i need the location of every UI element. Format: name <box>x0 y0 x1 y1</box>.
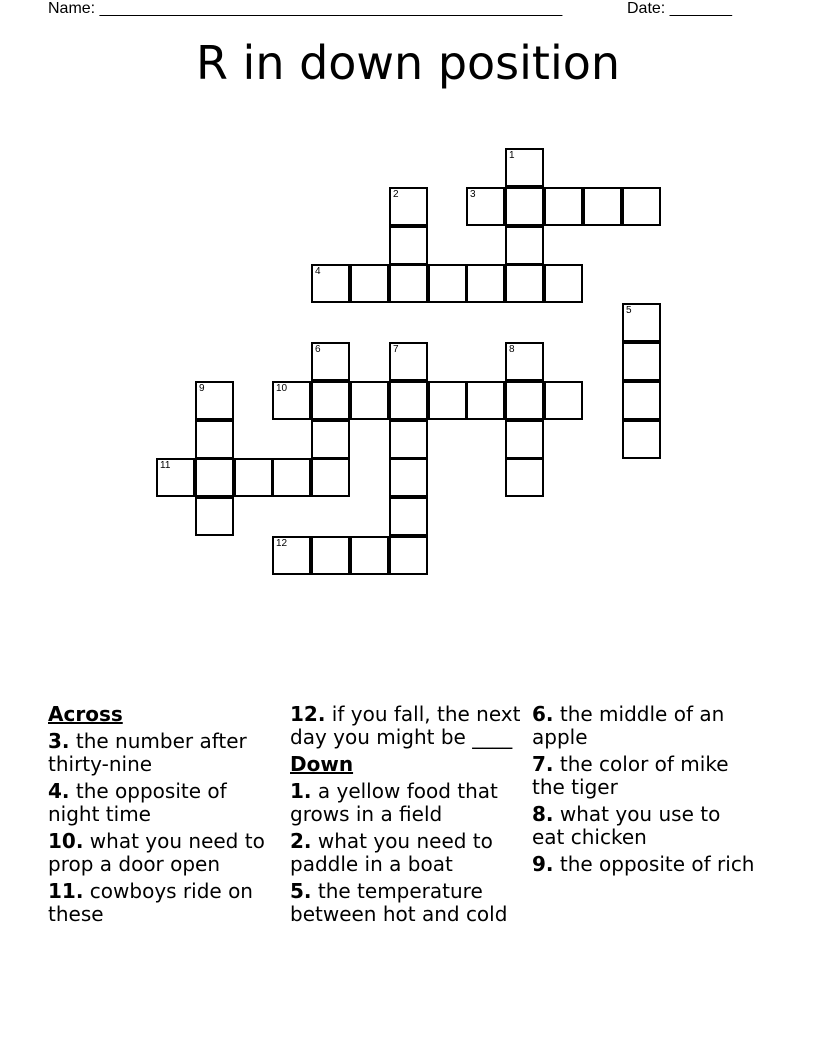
crossword-cell[interactable] <box>505 458 544 497</box>
crossword-cell[interactable] <box>428 264 467 303</box>
crossword-cell[interactable] <box>350 536 389 575</box>
crossword-cell[interactable] <box>311 381 350 420</box>
clue-number: 1. <box>290 779 312 803</box>
crossword-cell[interactable] <box>311 536 350 575</box>
crossword-cell[interactable] <box>622 187 661 226</box>
clue-down-7 <box>532 753 757 799</box>
clue-number-label: 1 <box>509 150 515 161</box>
clue-down-1 <box>290 780 525 826</box>
crossword-cell[interactable] <box>311 420 350 459</box>
crossword-cell[interactable] <box>389 187 428 226</box>
crossword-cell[interactable] <box>505 342 544 381</box>
crossword-cell[interactable] <box>156 458 195 497</box>
crossword-cell[interactable] <box>389 536 428 575</box>
page-title: R in down position <box>195 36 621 90</box>
crossword-cell[interactable] <box>505 226 544 265</box>
clue-number: 3. <box>48 729 70 753</box>
clue-number-label: 12 <box>276 538 288 549</box>
clue-across-3 <box>48 730 273 776</box>
crossword-cell[interactable] <box>389 381 428 420</box>
clue-across-10 <box>48 830 273 876</box>
crossword-cell[interactable] <box>389 420 428 459</box>
crossword-cell[interactable] <box>466 264 505 303</box>
clues-column-2 <box>290 703 525 930</box>
clue-text: what you need to prop a door open <box>48 829 265 876</box>
clue-down-9 <box>532 853 757 876</box>
crossword-cell[interactable] <box>505 264 544 303</box>
clue-number-label: 9 <box>199 383 205 394</box>
crossword-cell[interactable] <box>195 381 234 420</box>
crossword-cell[interactable] <box>234 458 273 497</box>
crossword-cell[interactable] <box>505 187 544 226</box>
clue-down-6 <box>532 703 757 749</box>
clue-number: 8. <box>532 802 554 826</box>
clue-text: cowboys ride on these <box>48 879 253 926</box>
clue-number-label: 4 <box>315 266 321 277</box>
clues-column-1 <box>48 703 273 930</box>
clue-text: a yellow food that grows in a field <box>290 779 498 826</box>
clue-number: 7. <box>532 752 554 776</box>
clue-text: the color of mike the tiger <box>532 752 729 799</box>
clue-number-label: 8 <box>509 344 515 355</box>
clue-number: 11. <box>48 879 84 903</box>
crossword-cell[interactable] <box>350 381 389 420</box>
clue-across-4 <box>48 780 273 826</box>
clue-down-5 <box>290 880 525 926</box>
crossword-cell[interactable] <box>544 264 583 303</box>
date-line[interactable]: Date: _______ <box>627 0 732 17</box>
crossword-cell[interactable] <box>272 458 311 497</box>
name-line[interactable]: Name: ____________________________________________________ <box>48 0 563 17</box>
clue-text: the opposite of rich <box>559 852 755 876</box>
clue-across-12 <box>290 703 525 749</box>
crossword-cell[interactable] <box>389 497 428 536</box>
clue-across-11 <box>48 880 273 926</box>
crossword-cell[interactable] <box>272 381 311 420</box>
crossword-cell[interactable] <box>505 420 544 459</box>
clue-text: what you need to paddle in a boat <box>290 829 493 876</box>
clue-down-8 <box>532 803 757 849</box>
clue-down-2 <box>290 830 525 876</box>
crossword-cell[interactable] <box>389 226 428 265</box>
crossword-cell[interactable] <box>622 420 661 459</box>
clue-number-label: 11 <box>160 460 171 471</box>
clue-number: 10. <box>48 829 84 853</box>
crossword-cell[interactable] <box>350 264 389 303</box>
clue-number-label: 7 <box>393 344 399 355</box>
clue-number-label: 3 <box>470 189 476 200</box>
crossword-cell[interactable] <box>505 381 544 420</box>
crossword-cell[interactable] <box>466 187 505 226</box>
clue-number: 6. <box>532 702 554 726</box>
down-heading: Down <box>290 752 354 776</box>
clue-text: the number after thirty-nine <box>48 729 247 776</box>
clue-number-label: 2 <box>393 189 399 200</box>
crossword-cell[interactable] <box>544 187 583 226</box>
clue-number: 4. <box>48 779 70 803</box>
crossword-cell[interactable] <box>466 381 505 420</box>
crossword-cell[interactable] <box>622 342 661 381</box>
crossword-cell[interactable] <box>311 342 350 381</box>
across-heading: Across <box>48 702 123 726</box>
clue-number-label: 6 <box>315 344 321 355</box>
crossword-cell[interactable] <box>195 497 234 536</box>
clue-number-label: 5 <box>626 305 632 316</box>
clue-number: 2. <box>290 829 312 853</box>
clue-number: 12. <box>290 702 326 726</box>
crossword-cell[interactable] <box>505 148 544 187</box>
crossword-cell[interactable] <box>428 381 467 420</box>
clue-number-label: 10 <box>276 383 288 394</box>
crossword-cell[interactable] <box>389 264 428 303</box>
crossword-cell[interactable] <box>311 458 350 497</box>
crossword-cell[interactable] <box>583 187 622 226</box>
crossword-cell[interactable] <box>311 264 350 303</box>
crossword-cell[interactable] <box>389 342 428 381</box>
crossword-cell[interactable] <box>622 303 661 342</box>
clue-text: the opposite of night time <box>48 779 227 826</box>
clue-text: the temperature between hot and cold <box>290 879 508 926</box>
clue-text: if you fall, the next day you might be ____ <box>290 702 521 749</box>
clue-number: 9. <box>532 852 554 876</box>
clue-text: what you use to eat chicken <box>532 802 721 849</box>
clue-text: the middle of an apple <box>532 702 725 749</box>
crossword-cell[interactable] <box>195 458 234 497</box>
crossword-cell[interactable] <box>389 458 428 497</box>
crossword-cell[interactable] <box>272 536 311 575</box>
crossword-cell[interactable] <box>622 381 661 420</box>
crossword-cell[interactable] <box>195 420 234 459</box>
clues-column-3 <box>532 703 757 880</box>
clue-number: 5. <box>290 879 312 903</box>
crossword-cell[interactable] <box>544 381 583 420</box>
